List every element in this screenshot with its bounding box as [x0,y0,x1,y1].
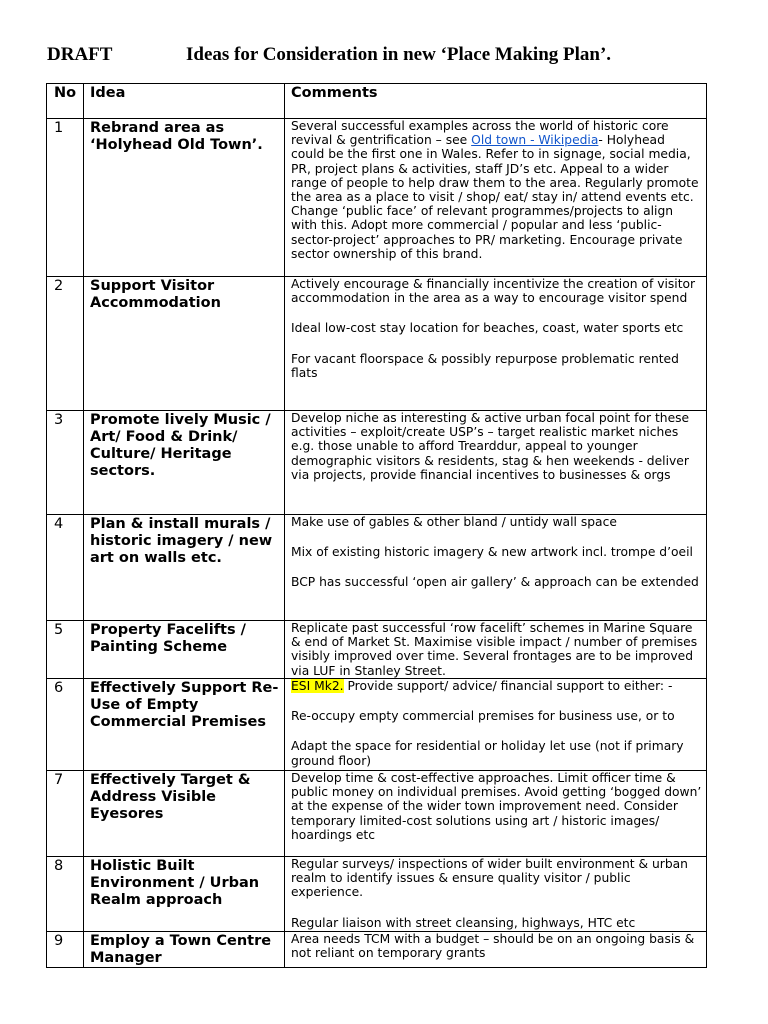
comment-paragraph: For vacant floorspace & possibly repurpose problematic rented flats [291,351,679,380]
comments-cell [285,621,707,679]
idea-cell: Rebrand area as ‘Holyhead Old Town’. [84,119,285,277]
comments-cell [285,411,707,515]
comment-text: Provide support/ advice/ financial support to either: - [343,679,673,693]
table-row [47,771,707,857]
comments-cell [285,857,707,932]
comments-cell [285,679,707,771]
idea-cell: Promote lively Music / Art/ Food & Drink/ Culture/ Heritage sectors. [84,411,285,515]
comment-paragraph: BCP has successful ‘open air gallery’ & approach can be extended [291,575,699,590]
comments-cell [285,277,707,411]
idea-cell: Effectively Target & Address Visible Eyesores [84,771,285,857]
row-number: 2 [47,277,84,411]
row-number: 3 [47,411,84,515]
comment-text: - Holyhead could be the first one in Wales. Refer to in signage, social media, PR, project plans & activities, staff JD’s etc. Appeal to a wider range of people to help draw them to the area. Regularly promote the area as a place to visit / shop/ eat/ stay in/ attend events etc. Change ‘public face’ of relevant programmes/projects to align with this. Adopt more commercial / popular and less ‘public-sector-project’ approaches to PR/ marketing. Encourage private sector ownership of this brand. [291,133,699,261]
header-no: No [47,84,84,119]
idea-cell: Support Visitor Accommodation [84,277,285,411]
comment-paragraph: Regular surveys/ inspections of wider built environment & urban realm to identify issues & ensure quality visitor / public experience. [291,857,688,900]
row-number: 9 [47,932,84,968]
comment-paragraph: Area needs TCM with a budget – should be on an ongoing basis & not reliant on temporary grants [291,932,695,961]
row-number: 4 [47,515,84,621]
comments-cell [285,119,707,277]
idea-cell: Plan & install murals / historic imagery / new art on walls etc. [84,515,285,621]
document-title: Ideas for Consideration in new ‘Place Making Plan’. [186,44,612,65]
highlighted-text: ESI Mk2. [291,679,344,693]
table-row [47,621,707,679]
comment-paragraph: Develop niche as interesting & active urban focal point for these activities – exploit/create USP’s – target realistic market niches e.g. those unable to afford Trearddur, appeal to younger demographic visitors & residents, stag & hen weekends - deliver via projects, provide financial incentives to businesses & orgs [291,411,690,482]
row-number: 7 [47,771,84,857]
comment-paragraph: Regular liaison with street cleansing, highways, HTC etc [291,915,636,930]
draft-label: DRAFT [47,44,113,65]
row-number: 5 [47,621,84,679]
comment-paragraph: Mix of existing historic imagery & new artwork incl. trompe d’oeil [291,545,693,560]
comments-cell [285,771,707,857]
comment-paragraph: Ideal low-cost stay location for beaches, coast, water sports etc [291,321,684,336]
comments-cell [285,932,707,968]
comments-cell [285,515,707,621]
idea-cell: Effectively Support Re-Use of Empty Commercial Premises [84,679,285,771]
header-idea: Idea [84,84,285,119]
table-row [47,411,707,515]
table-header-row [47,84,707,119]
comment-paragraph: Replicate past successful ‘row facelift’ schemes in Marine Square & end of Market St. Maximise visible impact / number of premises visibly improved over time. Several frontages are to be improved via LUF in Stanley Street. [291,621,698,678]
idea-cell: Holistic Built Environment / Urban Realm approach [84,857,285,932]
row-number: 8 [47,857,84,932]
old-town-wikipedia-link[interactable]: Old town - Wikipedia [471,133,599,148]
table-row [47,679,707,771]
row-number: 1 [47,119,84,277]
row-number: 6 [47,679,84,771]
comment-paragraph: Develop time & cost-effective approaches. Limit officer time & public money on individual premises. Avoid getting ‘bogged down’ at the expense of the wider town improvement need. Consider temporary limited-cost solutions using art / historic images/ hoardings etc [291,771,702,842]
table-row [47,515,707,621]
comment-text: Several successful examples across the world of historic core revival & gentrification – see [291,119,669,148]
comment-paragraph: Actively encourage & financially incentivize the creation of visitor accommodation in the area as a way to encourage visitor spend [291,277,696,306]
comment-paragraph: Make use of gables & other bland / untidy wall space [291,515,617,529]
idea-cell: Property Facelifts / Painting Scheme [84,621,285,679]
idea-cell: Employ a Town Centre Manager [84,932,285,968]
header-comments: Comments [285,84,707,119]
comment-paragraph: Re-occupy empty commercial premises for business use, or to [291,709,675,724]
table-row [47,932,707,968]
table-row [47,119,707,277]
table-row [47,277,707,411]
document-header [47,44,727,66]
ideas-table [46,83,707,968]
comment-paragraph: Adapt the space for residential or holiday let use (not if primary ground floor) [291,739,684,768]
table-row [47,857,707,932]
